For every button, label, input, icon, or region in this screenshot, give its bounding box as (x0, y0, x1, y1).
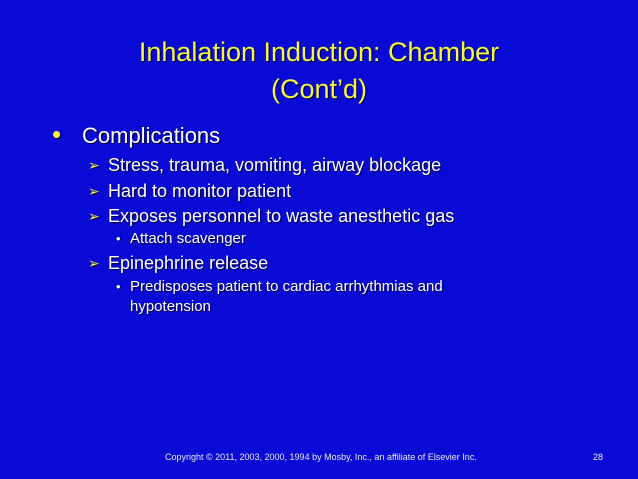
bullet-icon: • (52, 119, 62, 149)
sub-bullet-monitor (88, 180, 291, 202)
sub-bullet-text: Epinephrine release (108, 253, 269, 273)
arrow-bullet-icon: ➢ (88, 157, 100, 173)
bullet-text: Complications (82, 123, 221, 148)
sub-sub-bullet-scavenger (116, 229, 246, 249)
arrow-bullet-icon: ➢ (88, 255, 100, 271)
sub-bullet-stress (88, 154, 441, 176)
sub-bullet-exposes (88, 205, 454, 227)
sub-bullet-epinephrine (88, 252, 268, 274)
bullet-complications (52, 121, 220, 149)
slide-title (0, 34, 638, 108)
sub-bullet-text: Exposes personnel to waste anesthetic gas (108, 206, 455, 226)
dot-bullet-icon: • (116, 279, 121, 294)
sub-bullet-text: Stress, trauma, vomiting, airway blockage (108, 155, 442, 175)
sub-sub-bullet-text: Attach scavenger (130, 230, 246, 247)
page-number: 28 (593, 452, 604, 462)
sub-sub-bullet-predisposes (116, 277, 443, 317)
sub-sub-bullet-text-line-2: hypotension (130, 298, 211, 315)
sub-bullet-text: Hard to monitor patient (108, 181, 292, 201)
arrow-bullet-icon: ➢ (88, 183, 100, 199)
sub-sub-bullet-text-line-1: Predisposes patient to cardiac arrhythmias and (130, 278, 443, 295)
dot-bullet-icon: • (116, 231, 121, 246)
slide-title-line-1: Inhalation Induction: Chamber (138, 37, 500, 67)
copyright-text: Copyright © 2011, 2003, 2000, 1994 by Mosby, Inc., an affiliate of Elsevier Inc. (165, 452, 477, 462)
arrow-bullet-icon: ➢ (88, 208, 100, 224)
slide-title-line-2: (Cont’d) (270, 74, 368, 104)
